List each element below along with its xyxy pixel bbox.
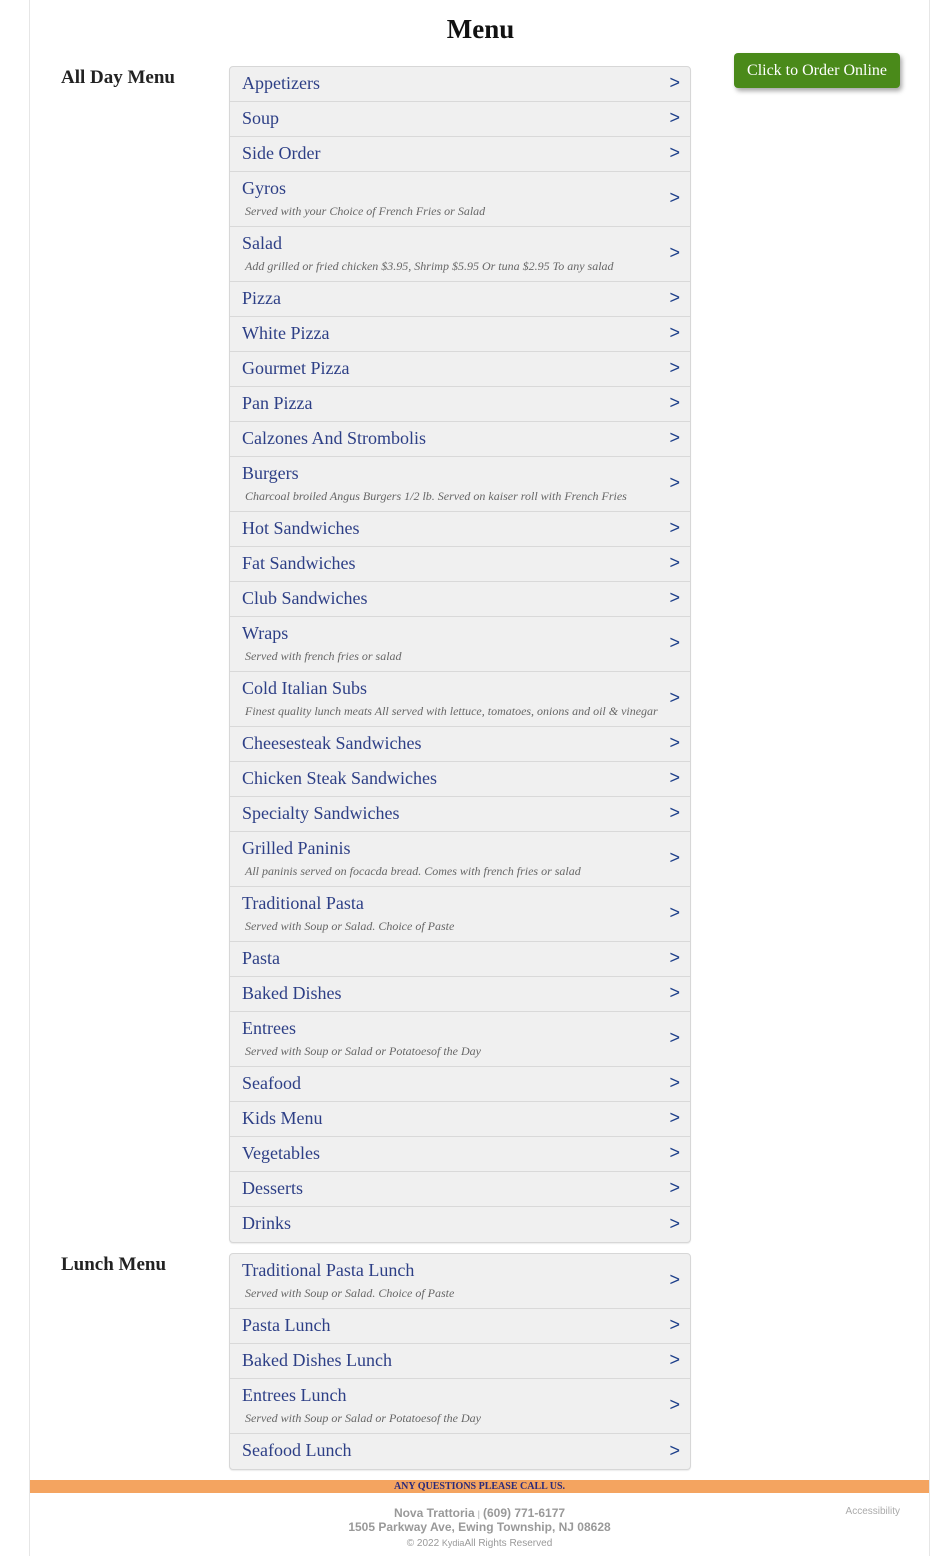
- chevron-right-icon[interactable]: >: [669, 982, 680, 1003]
- footer-address: 1505 Parkway Ave, Ewing Township, NJ 08628: [348, 1520, 611, 1534]
- menu-page: [29, 0, 930, 1556]
- chevron-right-icon[interactable]: >: [669, 847, 680, 868]
- menu-category-wraps[interactable]: [230, 617, 690, 672]
- category-name: Club Sandwiches: [242, 588, 368, 608]
- chevron-right-icon[interactable]: >: [669, 1107, 680, 1128]
- chevron-right-icon[interactable]: >: [669, 107, 680, 128]
- category-name: Entrees Lunch: [242, 1385, 347, 1405]
- category-name: Cold Italian Subs: [242, 678, 367, 698]
- footer-contact: [30, 1506, 929, 1521]
- category-name: Seafood: [242, 1073, 301, 1093]
- category-name: Soup: [242, 108, 280, 128]
- chevron-right-icon[interactable]: >: [669, 517, 680, 538]
- category-name: Seafood Lunch: [242, 1440, 352, 1460]
- footer-call-banner: ANY QUESTIONS PLEASE CALL US.: [30, 1480, 929, 1493]
- order-online-button[interactable]: Click to Order Online: [734, 53, 900, 88]
- chevron-right-icon[interactable]: >: [669, 802, 680, 823]
- menu-category-gourmet-pizza[interactable]: [230, 352, 690, 387]
- category-name: Baked Dishes: [242, 983, 342, 1003]
- accessibility-link[interactable]: Accessibility: [845, 1506, 900, 1517]
- chevron-right-icon[interactable]: >: [669, 1314, 680, 1335]
- menu-category-soup[interactable]: [230, 102, 690, 137]
- chevron-right-icon[interactable]: >: [669, 287, 680, 308]
- menu-category-drinks[interactable]: [230, 1207, 690, 1242]
- category-name: Gyros: [242, 178, 286, 198]
- chevron-right-icon[interactable]: >: [669, 552, 680, 573]
- menu-category-pasta-lunch[interactable]: [230, 1309, 690, 1344]
- category-name: Pizza: [242, 288, 281, 308]
- category-description: Served with french fries or salad: [245, 649, 402, 663]
- menu-category-baked-dishes[interactable]: [230, 977, 690, 1012]
- category-description: All paninis served on focacda bread. Comes with french fries or salad: [245, 864, 581, 878]
- section-title-all-day: All Day Menu: [61, 67, 175, 88]
- menu-category-traditional-pasta-lunch[interactable]: [230, 1254, 690, 1309]
- category-name: White Pizza: [242, 323, 330, 343]
- category-name: Pasta Lunch: [242, 1315, 331, 1335]
- category-name: Hot Sandwiches: [242, 518, 360, 538]
- category-name: Drinks: [242, 1213, 291, 1233]
- chevron-right-icon[interactable]: >: [669, 142, 680, 163]
- menu-category-pasta[interactable]: [230, 942, 690, 977]
- menu-category-entrees-lunch[interactable]: [230, 1379, 690, 1434]
- footer-separator: |: [477, 1509, 480, 1519]
- section-title-lunch: Lunch Menu: [61, 1254, 167, 1275]
- category-description: Served with Soup or Salad. Choice of Paste: [245, 1286, 455, 1300]
- menu-category-chicken-steak-sandwiches[interactable]: [230, 762, 690, 797]
- chevron-right-icon[interactable]: >: [669, 187, 680, 208]
- chevron-right-icon[interactable]: >: [669, 1212, 680, 1233]
- menu-category-specialty-sandwiches[interactable]: [230, 797, 690, 832]
- category-description: Served with Soup or Salad. Choice of Paste: [245, 919, 455, 933]
- page-title: Menu: [446, 14, 515, 44]
- category-name: Fat Sandwiches: [242, 553, 356, 573]
- category-name: Chicken Steak Sandwiches: [242, 768, 437, 788]
- menu-category-kids-menu[interactable]: [230, 1102, 690, 1137]
- chevron-right-icon[interactable]: >: [669, 1394, 680, 1415]
- category-name: Entrees: [242, 1018, 296, 1038]
- category-name: Desserts: [242, 1178, 303, 1198]
- menu-category-side-order[interactable]: [230, 137, 690, 172]
- category-name: Gourmet Pizza: [242, 358, 350, 378]
- menu-category-calzones-and-strombolis[interactable]: [230, 422, 690, 457]
- menu-category-pan-pizza[interactable]: [230, 387, 690, 422]
- brand-link[interactable]: Kydia: [441, 1538, 465, 1548]
- menu-category-appetizers[interactable]: [230, 67, 690, 102]
- menu-category-cold-italian-subs[interactable]: [230, 672, 690, 727]
- category-name: Baked Dishes Lunch: [242, 1350, 392, 1370]
- chevron-right-icon[interactable]: >: [669, 1269, 680, 1290]
- chevron-right-icon[interactable]: >: [669, 632, 680, 653]
- menu-category-seafood-lunch[interactable]: [230, 1434, 690, 1469]
- chevron-right-icon[interactable]: >: [669, 1439, 680, 1460]
- category-description: Charcoal broiled Angus Burgers 1/2 lb. Served on kaiser roll with French Fries: [245, 489, 627, 503]
- category-name: Vegetables: [242, 1143, 320, 1163]
- category-name: Appetizers: [242, 73, 320, 93]
- category-description: Served with Soup or Salad or Potatoesof the Day: [245, 1044, 481, 1058]
- category-name: Pan Pizza: [242, 393, 313, 413]
- chevron-right-icon[interactable]: >: [669, 427, 680, 448]
- menu-category-desserts[interactable]: [230, 1172, 690, 1207]
- copyright-text: © 2022: [406, 1538, 440, 1549]
- chevron-right-icon[interactable]: >: [669, 1027, 680, 1048]
- menu-category-cheesesteak-sandwiches[interactable]: [230, 727, 690, 762]
- lunch-menu-list: [229, 1253, 691, 1470]
- menu-category-hot-sandwiches[interactable]: [230, 512, 690, 547]
- chevron-right-icon[interactable]: >: [669, 767, 680, 788]
- menu-category-entrees[interactable]: [230, 1012, 690, 1067]
- menu-category-baked-dishes-lunch[interactable]: [230, 1344, 690, 1379]
- category-name: Salad: [242, 233, 282, 253]
- menu-category-gyros[interactable]: [230, 172, 690, 227]
- menu-category-burgers[interactable]: [230, 457, 690, 512]
- chevron-right-icon[interactable]: >: [669, 1349, 680, 1370]
- menu-category-fat-sandwiches[interactable]: [230, 547, 690, 582]
- category-name: Specialty Sandwiches: [242, 803, 400, 823]
- category-name: Kids Menu: [242, 1108, 323, 1128]
- chevron-right-icon[interactable]: >: [669, 902, 680, 923]
- chevron-right-icon[interactable]: >: [669, 1072, 680, 1093]
- menu-category-seafood[interactable]: [230, 1067, 690, 1102]
- chevron-right-icon[interactable]: >: [669, 322, 680, 343]
- chevron-right-icon[interactable]: >: [669, 357, 680, 378]
- chevron-right-icon[interactable]: >: [669, 392, 680, 413]
- menu-category-grilled-paninis[interactable]: [230, 832, 690, 887]
- category-name: Pasta: [242, 948, 280, 968]
- category-name: Grilled Paninis: [242, 838, 351, 858]
- chevron-right-icon[interactable]: >: [669, 1142, 680, 1163]
- category-name: Side Order: [242, 143, 321, 163]
- category-name: Wraps: [242, 623, 289, 643]
- category-name: Traditional Pasta: [242, 893, 364, 913]
- all-day-menu-list: [229, 66, 691, 1243]
- category-description: Finest quality lunch meats All served with lettuce, tomatoes, onions and oil & vinegar: [245, 704, 658, 718]
- chevron-right-icon[interactable]: >: [669, 472, 680, 493]
- category-description: Add grilled or fried chicken $3.95, Shrimp $5.95 Or tuna $2.95 To any salad: [245, 259, 614, 273]
- chevron-right-icon[interactable]: >: [669, 732, 680, 753]
- category-name: Cheesesteak Sandwiches: [242, 733, 422, 753]
- category-name: Traditional Pasta Lunch: [242, 1260, 415, 1280]
- category-name: Calzones And Strombolis: [242, 428, 426, 448]
- footer-phone-link[interactable]: (609) 771-6177: [482, 1506, 566, 1520]
- menu-category-traditional-pasta[interactable]: [230, 887, 690, 942]
- category-description: Served with Soup or Salad or Potatoesof the Day: [245, 1411, 481, 1425]
- chevron-right-icon[interactable]: >: [669, 72, 680, 93]
- category-description: Served with your Choice of French Fries or Salad: [245, 204, 486, 218]
- footer-restaurant-name: Nova Trattoria: [393, 1506, 475, 1520]
- footer-copyright: [30, 1537, 929, 1550]
- chevron-right-icon[interactable]: >: [669, 242, 680, 263]
- chevron-right-icon[interactable]: >: [669, 1177, 680, 1198]
- chevron-right-icon[interactable]: >: [669, 687, 680, 708]
- category-name: Burgers: [242, 463, 299, 483]
- rights-text: All Rights Reserved: [464, 1538, 553, 1549]
- chevron-right-icon[interactable]: >: [669, 947, 680, 968]
- menu-category-salad[interactable]: [230, 227, 690, 282]
- menu-category-vegetables[interactable]: [230, 1137, 690, 1172]
- chevron-right-icon[interactable]: >: [669, 587, 680, 608]
- menu-category-club-sandwiches[interactable]: [230, 582, 690, 617]
- menu-category-pizza[interactable]: [230, 282, 690, 317]
- menu-category-white-pizza[interactable]: [230, 317, 690, 352]
